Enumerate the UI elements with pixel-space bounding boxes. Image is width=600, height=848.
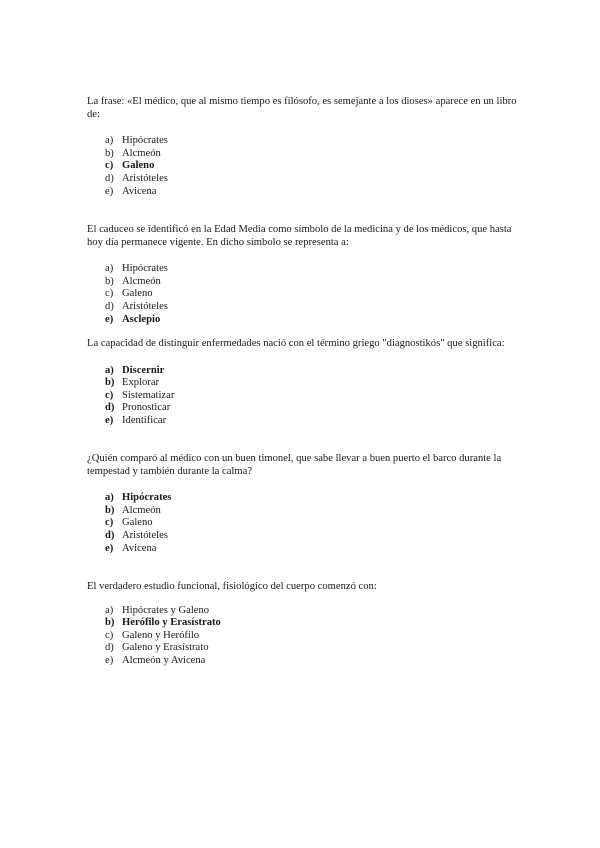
option-e	[105, 655, 517, 668]
question-5	[87, 581, 517, 668]
option-a	[105, 263, 517, 276]
option-e	[105, 543, 517, 556]
option-text: Asclepio	[122, 313, 161, 325]
option-letter: e)	[105, 414, 114, 426]
option-text: Hipócrates	[122, 263, 168, 275]
option-d	[105, 530, 517, 543]
option-text: Aristóteles	[122, 529, 168, 541]
option-text: Galeno y Erasístrato	[122, 642, 209, 654]
option-a	[105, 605, 517, 618]
option-list	[87, 365, 517, 428]
option-d	[105, 642, 517, 655]
option-letter: b)	[105, 147, 114, 159]
question-stem: La capacidad de distinguir enfermedades nació con el término griego "diagnostikós" que significa:	[87, 338, 505, 349]
option-text: Explorar	[122, 377, 160, 389]
option-list	[87, 492, 517, 555]
option-b	[105, 148, 517, 161]
option-text: Hipócrates	[122, 492, 172, 504]
option-letter: d)	[105, 402, 115, 414]
option-letter: b)	[105, 275, 114, 287]
option-e-answer	[105, 314, 517, 327]
option-b	[105, 377, 517, 390]
question-2	[87, 224, 517, 326]
option-letter: a)	[105, 364, 114, 376]
option-letter: a)	[105, 604, 114, 616]
option-letter: c)	[105, 288, 114, 300]
option-letter: e)	[105, 542, 114, 554]
option-text: Galeno	[122, 288, 153, 300]
question-1	[87, 96, 517, 198]
option-b	[105, 276, 517, 289]
option-letter: e)	[105, 185, 114, 197]
option-list	[87, 605, 517, 668]
option-letter: e)	[105, 313, 114, 325]
option-d	[105, 402, 517, 415]
option-list	[87, 263, 517, 326]
option-text: Alcmeón	[122, 504, 161, 516]
option-letter: a)	[105, 135, 114, 147]
option-text: Avicena	[122, 542, 157, 554]
option-letter: e)	[105, 654, 114, 666]
option-text: Identificar	[122, 414, 167, 426]
option-e	[105, 186, 517, 199]
option-letter: d)	[105, 529, 115, 541]
option-d	[105, 173, 517, 186]
option-d	[105, 301, 517, 314]
option-text: Alcmeón	[122, 275, 161, 287]
option-text: Alcmeón y Avicena	[122, 654, 206, 666]
option-letter: b)	[105, 504, 115, 516]
option-text: Galeno y Herófilo	[122, 629, 200, 641]
question-3	[87, 338, 517, 428]
option-text: Alcmeón	[122, 147, 161, 159]
option-a-answer	[105, 492, 517, 505]
option-text: Aristóteles	[122, 300, 168, 312]
option-text: Aristóteles	[122, 172, 168, 184]
option-b-answer	[105, 617, 517, 630]
option-text: Galeno	[122, 517, 153, 529]
option-letter: d)	[105, 642, 114, 654]
question-4	[87, 453, 517, 555]
option-c	[105, 288, 517, 301]
question-stem: El caduceo se identificó en la Edad Media como símbolo de la medicina y de los médicos, que hasta hoy día permanece vigente. En dicho símbolo se representa a:	[87, 224, 512, 248]
option-e	[105, 415, 517, 428]
option-c-answer	[105, 160, 517, 173]
option-text: Avicena	[122, 185, 157, 197]
option-text: Sistematizar	[122, 389, 175, 401]
option-c	[105, 630, 517, 643]
option-c	[105, 390, 517, 403]
option-letter: b)	[105, 617, 115, 629]
option-letter: b)	[105, 377, 115, 389]
option-text: Hipócrates y Galeno	[122, 604, 210, 616]
option-a	[105, 135, 517, 148]
option-text: Pronosticar	[122, 402, 171, 414]
option-c	[105, 517, 517, 530]
option-text: Hipócrates	[122, 135, 168, 147]
option-text: Herófilo y Erasístrato	[122, 617, 221, 629]
option-letter: c)	[105, 389, 114, 401]
question-stem: La frase: «El médico, que al mismo tiempo es filósofo, es semejante a los dioses» aparece en un libro de:	[87, 96, 517, 120]
option-letter: c)	[105, 160, 114, 172]
option-letter: a)	[105, 492, 114, 504]
option-letter: c)	[105, 517, 114, 529]
option-a-answer	[105, 365, 517, 378]
option-letter: d)	[105, 172, 114, 184]
option-list	[87, 135, 517, 198]
option-text: Discernir	[122, 364, 165, 376]
option-b	[105, 505, 517, 518]
question-stem: ¿Quién comparó al médico con un buen timonel, que sabe llevar a buen puerto el barco durante la tempestad y también durante la calma?	[87, 453, 502, 477]
question-stem: El verdadero estudio funcional, fisiológico del cuerpo comenzó con:	[87, 581, 377, 592]
option-letter: d)	[105, 300, 114, 312]
option-letter: a)	[105, 263, 114, 275]
option-letter: c)	[105, 629, 114, 641]
option-text: Galeno	[122, 160, 155, 172]
